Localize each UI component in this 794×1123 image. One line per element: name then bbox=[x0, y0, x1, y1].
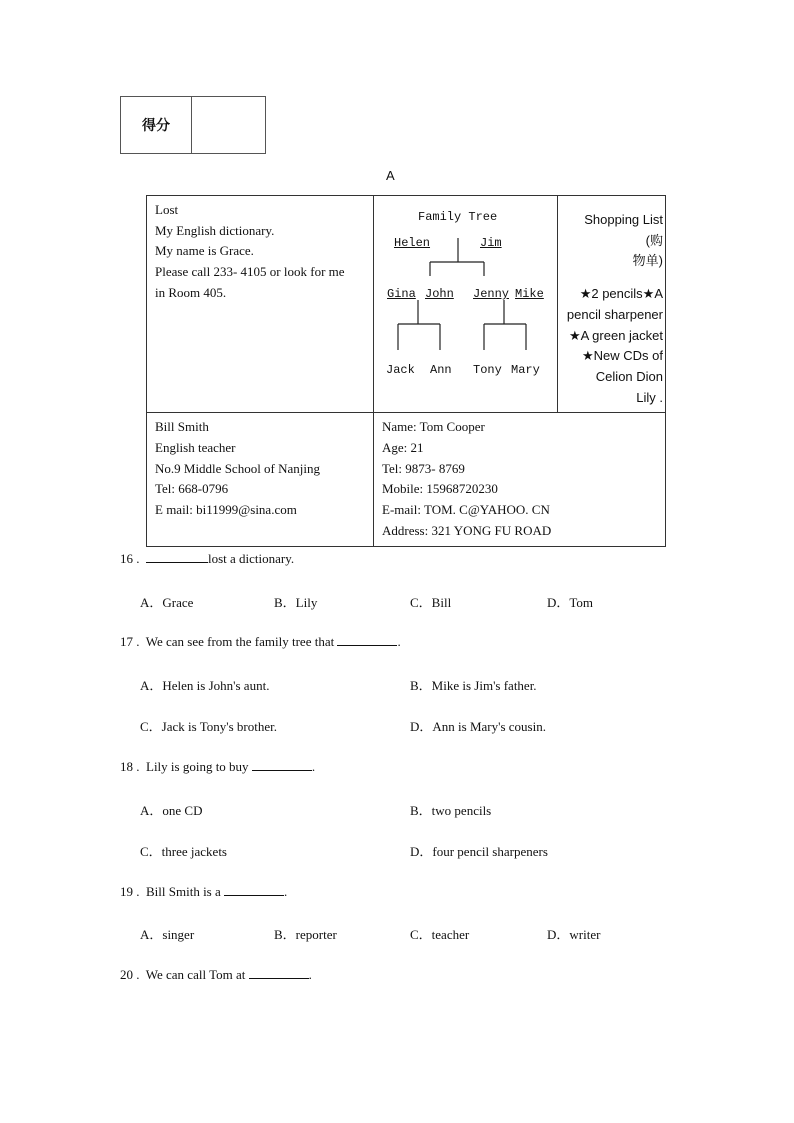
option-b[interactable]: B．reporter bbox=[274, 927, 337, 942]
bill-line: E mail: bi11999@sina.com bbox=[155, 502, 297, 518]
answer-blank[interactable] bbox=[146, 550, 208, 563]
question-punct: . bbox=[311, 759, 316, 774]
tom-line: E-mail: TOM. C@YAHOO. CN bbox=[382, 502, 550, 518]
lost-line: Please call 233- 4105 or look for me bbox=[155, 264, 345, 280]
lost-line: My name is Grace. bbox=[155, 243, 254, 259]
bill-line: Bill Smith bbox=[155, 419, 209, 435]
question-19 bbox=[120, 883, 287, 900]
score-label: 得分 bbox=[121, 97, 192, 153]
option-c[interactable]: C．three jackets bbox=[140, 844, 227, 859]
answer-blank[interactable] bbox=[249, 966, 309, 979]
answer-blank[interactable] bbox=[252, 758, 312, 771]
question-16 bbox=[120, 550, 294, 567]
shopping-list bbox=[558, 196, 666, 413]
tree-name: Mary bbox=[511, 363, 540, 377]
tom-line: Name: Tom Cooper bbox=[382, 419, 485, 435]
shopping-line: Celion Dion bbox=[595, 368, 663, 384]
question-number: 16 . bbox=[120, 551, 140, 566]
question-number: 19 . bbox=[120, 884, 140, 899]
option-a[interactable]: A．Helen is John's aunt. bbox=[140, 678, 270, 693]
tree-name: Mike bbox=[515, 287, 544, 301]
question-punct: . bbox=[284, 884, 288, 899]
family-tree-cell bbox=[374, 196, 558, 413]
family-tree bbox=[374, 196, 557, 396]
question-punct: . bbox=[397, 634, 401, 649]
bill-line: English teacher bbox=[155, 440, 236, 456]
tree-name: John bbox=[425, 287, 454, 301]
option-d[interactable]: D．writer bbox=[547, 927, 601, 942]
option-a[interactable]: A．singer bbox=[140, 927, 195, 942]
option-c[interactable]: C．teacher bbox=[410, 927, 470, 942]
option-d[interactable]: D．four pencil sharpeners bbox=[410, 844, 548, 859]
business-card-bill bbox=[147, 413, 374, 546]
question-punct: . bbox=[308, 967, 312, 982]
shopping-line: 物单) bbox=[632, 253, 663, 269]
shopping-line: ★A green jacket bbox=[568, 327, 663, 343]
shopping-line: Lily . bbox=[636, 389, 663, 405]
tree-name: Helen bbox=[394, 236, 431, 250]
tree-name: Ann bbox=[430, 363, 452, 377]
shopping-line: ★2 pencils★A bbox=[579, 286, 663, 302]
question-20 bbox=[120, 966, 312, 983]
option-a[interactable]: A．one CD bbox=[140, 803, 203, 818]
answer-blank[interactable] bbox=[337, 633, 397, 646]
tree-name: Tony bbox=[473, 363, 502, 377]
tom-line: Age: 21 bbox=[382, 440, 424, 456]
business-card-tom bbox=[374, 413, 666, 546]
option-c[interactable]: C．Jack is Tony's brother. bbox=[140, 719, 277, 734]
question-number: 20 . bbox=[120, 967, 140, 982]
tom-line: Address: 321 YONG FU ROAD bbox=[382, 522, 552, 538]
question-text: Bill Smith is a bbox=[146, 884, 221, 899]
answer-blank[interactable] bbox=[224, 883, 284, 896]
option-a[interactable]: A．Grace bbox=[140, 595, 194, 610]
question-text: We can see from the family tree that bbox=[145, 634, 335, 649]
tree-name: Jim bbox=[480, 236, 502, 250]
option-b[interactable]: B．Mike is Jim's father. bbox=[410, 678, 537, 693]
option-d[interactable]: D．Tom bbox=[547, 595, 594, 610]
bill-line: Tel: 668-0796 bbox=[155, 481, 229, 497]
tom-line: Tel: 9873- 8769 bbox=[382, 460, 465, 476]
shopping-line: ★New CDs of bbox=[581, 348, 663, 364]
section-letter: A bbox=[386, 168, 395, 183]
notice-table bbox=[146, 195, 666, 547]
lost-line: My English dictionary. bbox=[155, 222, 275, 238]
question-18 bbox=[120, 758, 315, 775]
question-number: 17 . bbox=[120, 634, 140, 649]
tom-line: Mobile: 15968720230 bbox=[382, 481, 498, 497]
option-d[interactable]: D．Ann is Mary's cousin. bbox=[410, 719, 546, 734]
lost-line: Lost bbox=[155, 202, 179, 217]
lost-line: in Room 405. bbox=[155, 284, 227, 300]
question-text: lost a dictionary. bbox=[208, 551, 295, 566]
shopping-line: Shopping List (购 bbox=[584, 212, 663, 248]
option-b[interactable]: B．two pencils bbox=[410, 803, 492, 818]
tree-name: Jack bbox=[386, 363, 415, 377]
option-c[interactable]: C．Bill bbox=[410, 595, 452, 610]
tree-name: Gina bbox=[387, 287, 416, 301]
question-number: 18 . bbox=[120, 759, 140, 774]
question-17 bbox=[120, 633, 401, 650]
question-text: We can call Tom at bbox=[145, 967, 246, 982]
shopping-line: pencil sharpener bbox=[566, 306, 663, 322]
option-b[interactable]: B．Lily bbox=[274, 595, 318, 610]
family-tree-title: Family Tree bbox=[418, 210, 498, 224]
lost-notice bbox=[147, 196, 374, 413]
question-text: Lily is going to buy bbox=[146, 759, 249, 774]
bill-line: No.9 Middle School of Nanjing bbox=[155, 460, 321, 476]
tree-name: Jenny bbox=[473, 287, 510, 301]
score-box bbox=[120, 96, 266, 154]
